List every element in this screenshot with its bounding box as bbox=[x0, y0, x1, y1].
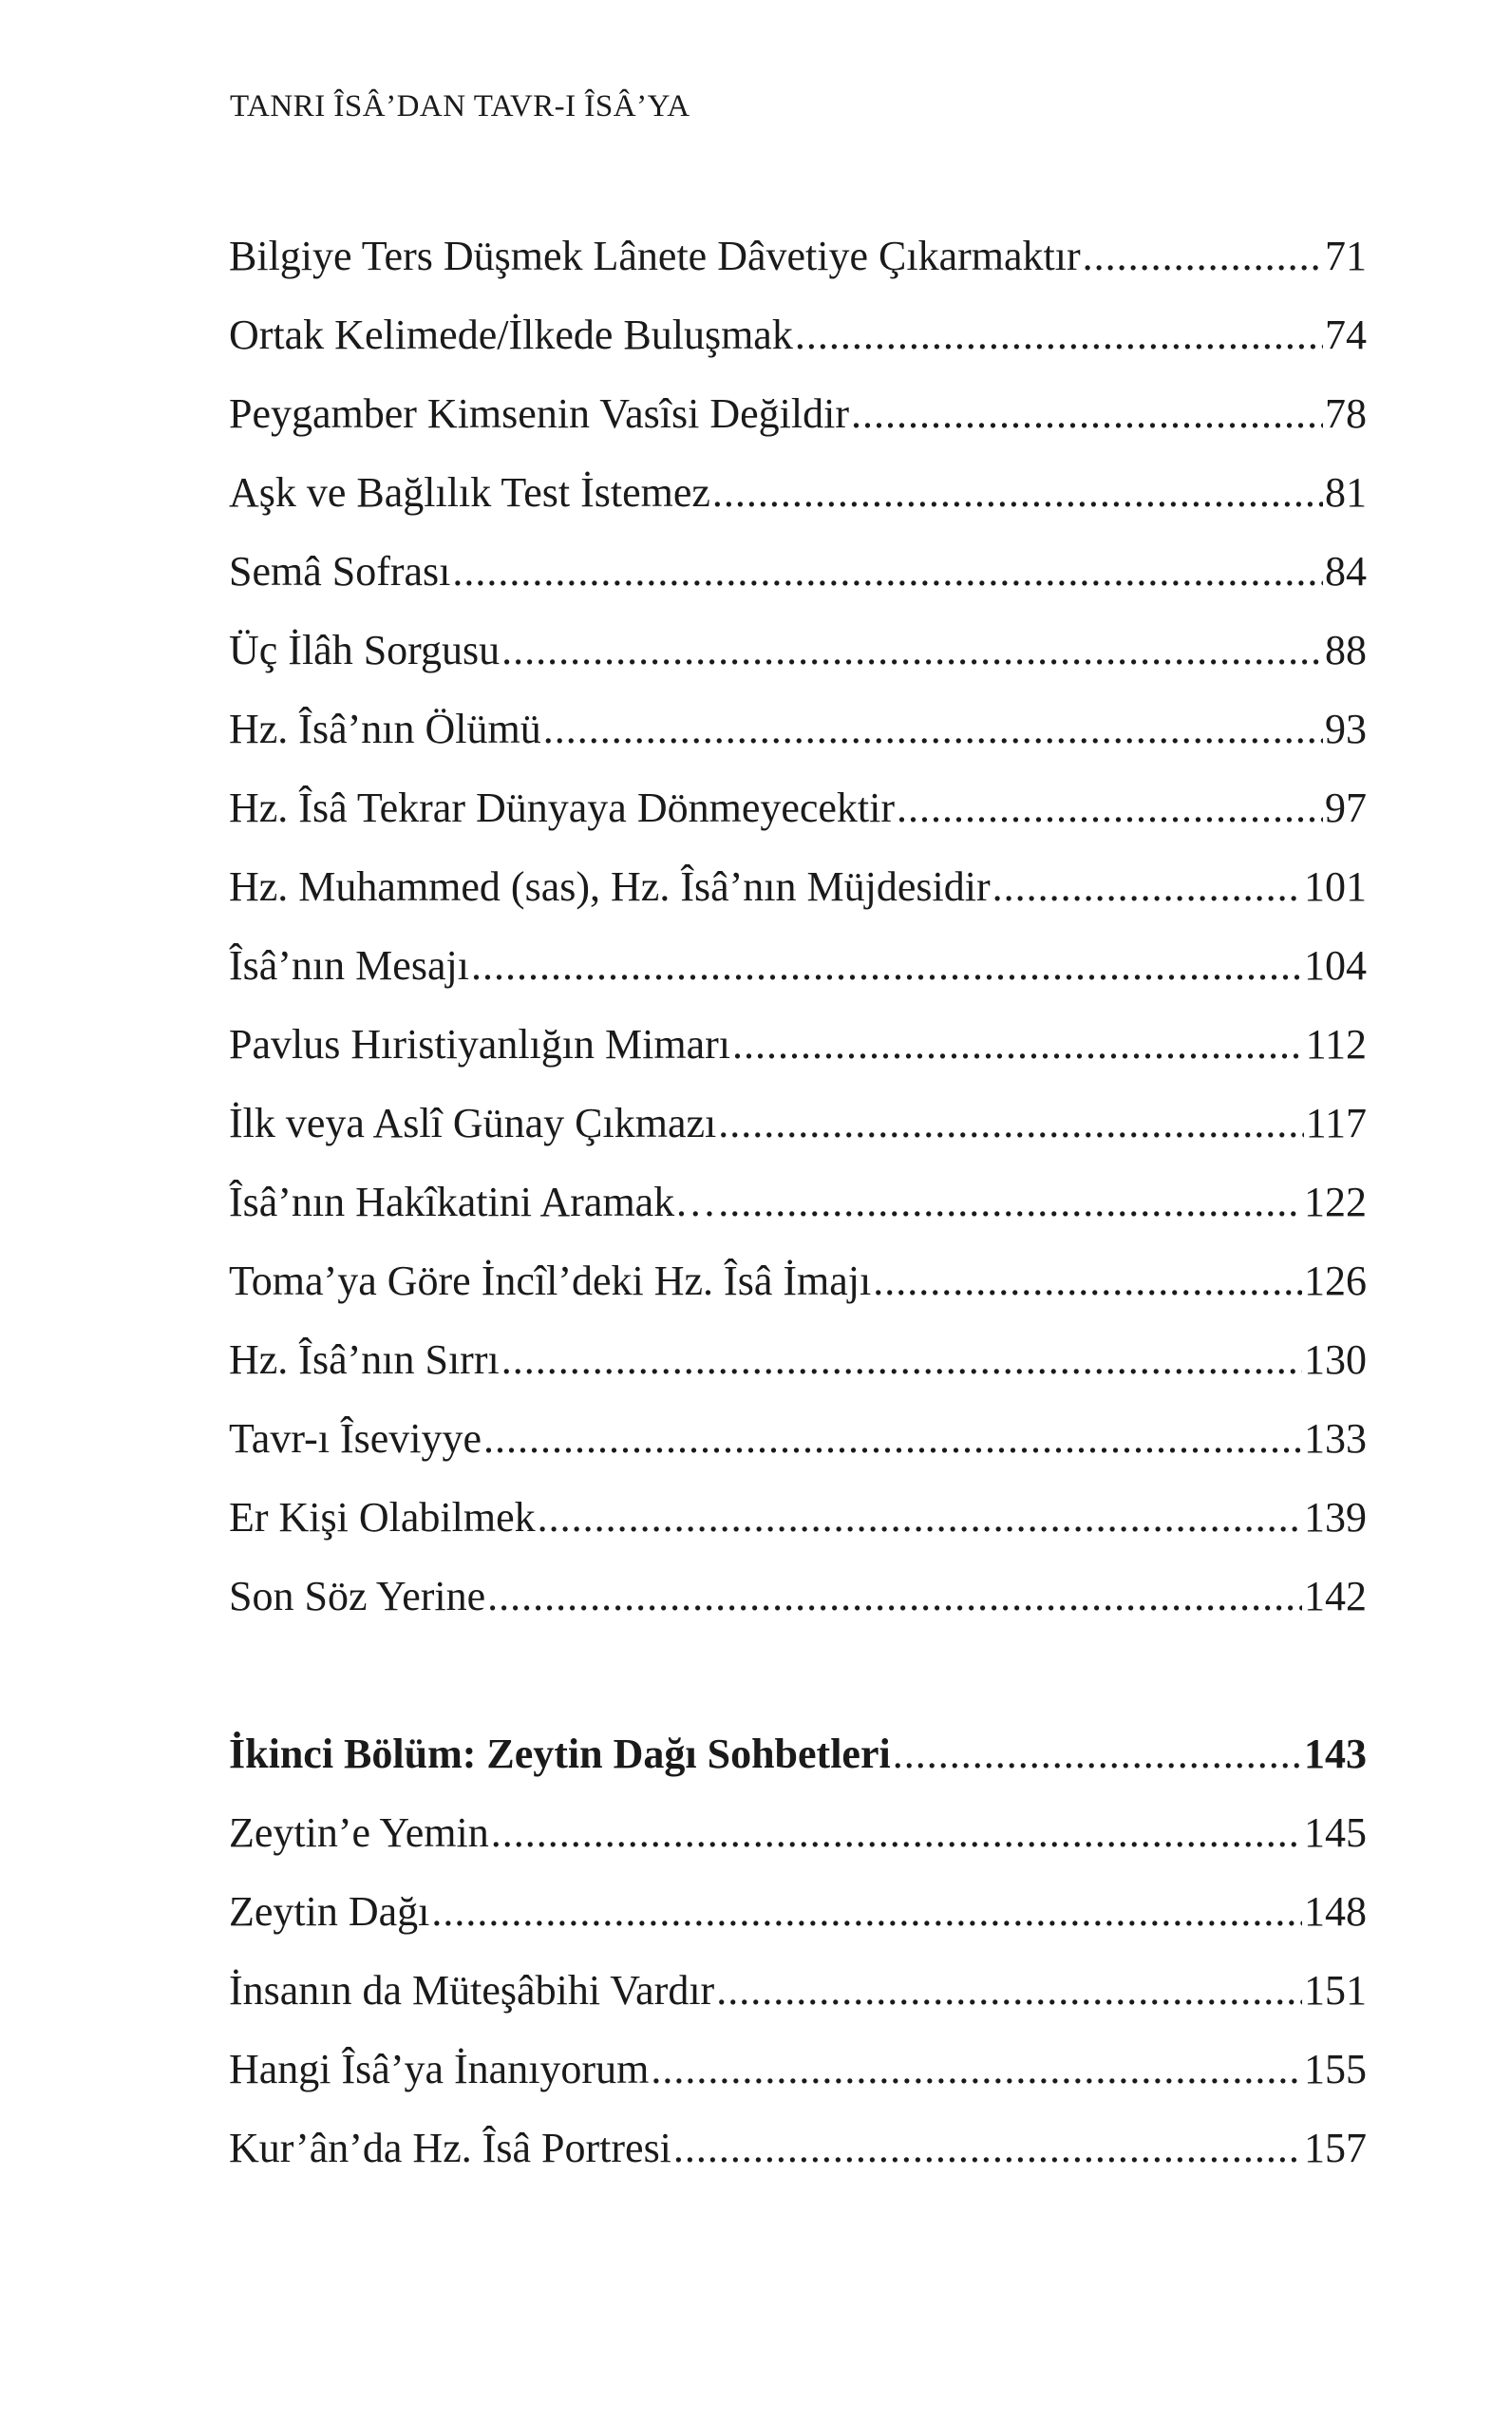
toc-section-heading[interactable] bbox=[229, 1714, 1367, 1793]
toc-entry-page: 133 bbox=[1304, 1415, 1367, 1462]
toc-entry[interactable] bbox=[229, 374, 1367, 453]
toc-entry-page: 93 bbox=[1325, 706, 1367, 752]
toc-entry-page: 104 bbox=[1304, 942, 1367, 989]
dot-leader bbox=[501, 611, 1323, 690]
dot-leader bbox=[795, 295, 1323, 374]
toc-entry-title: Pavlus Hıristiyanlığın Mimarı bbox=[229, 1021, 730, 1068]
toc-entry-page: 155 bbox=[1304, 2046, 1367, 2092]
toc-section-title: İkinci Bölüm: Zeytin Dağı Sohbetleri bbox=[229, 1731, 891, 1777]
dot-leader bbox=[712, 453, 1323, 532]
dot-leader bbox=[538, 1478, 1302, 1557]
toc-entry[interactable] bbox=[229, 1872, 1367, 1951]
table-of-contents bbox=[229, 217, 1367, 2187]
toc-entry-page: 97 bbox=[1325, 785, 1367, 831]
dot-leader bbox=[483, 1399, 1302, 1478]
toc-entry-page: 117 bbox=[1305, 1100, 1367, 1146]
toc-entry-title: İlk veya Aslî Günay Çıkmazı bbox=[229, 1100, 717, 1146]
toc-entry[interactable] bbox=[229, 690, 1367, 768]
toc-entry-page: 122 bbox=[1304, 1179, 1367, 1225]
dot-leader bbox=[673, 2109, 1302, 2187]
dot-leader bbox=[651, 2030, 1302, 2109]
toc-entry-page: 145 bbox=[1304, 1809, 1367, 1856]
toc-entry-page: 130 bbox=[1304, 1336, 1367, 1383]
toc-entry-title: Îsâ’nın Mesajı bbox=[229, 942, 469, 989]
toc-entry-title: Aşk ve Bağlılık Test İstemez bbox=[229, 469, 710, 516]
dot-leader bbox=[732, 1005, 1304, 1084]
toc-entry-title: Tavr-ı Îseviyye bbox=[229, 1415, 482, 1462]
toc-entry[interactable] bbox=[229, 1951, 1367, 2030]
toc-entry-title: Bilgiye Ters Düşmek Lânete Dâvetiye Çıkarmaktır bbox=[229, 233, 1081, 279]
toc-entry-page: 81 bbox=[1325, 469, 1367, 516]
toc-entry-page: 71 bbox=[1325, 233, 1367, 279]
toc-entry[interactable] bbox=[229, 1084, 1367, 1163]
dot-leader bbox=[718, 1163, 1302, 1241]
dot-leader bbox=[501, 1320, 1302, 1399]
toc-entry-title: Semâ Sofrası bbox=[229, 548, 451, 595]
toc-entry-title: Zeytin Dağı bbox=[229, 1888, 430, 1935]
toc-entry-title: Kur’ân’da Hz. Îsâ Portresi bbox=[229, 2125, 671, 2171]
toc-entry-page: 78 bbox=[1325, 390, 1367, 437]
toc-entry[interactable] bbox=[229, 611, 1367, 690]
toc-entry-title: Hz. Muhammed (sas), Hz. Îsâ’nın Müjdesidir bbox=[229, 863, 991, 910]
toc-entry-title: Toma’ya Göre İncîl’deki Hz. Îsâ İmajı bbox=[229, 1258, 872, 1304]
toc-entry[interactable] bbox=[229, 2030, 1367, 2109]
toc-entry[interactable] bbox=[229, 1005, 1367, 1084]
toc-entry[interactable] bbox=[229, 1557, 1367, 1636]
toc-entry[interactable] bbox=[229, 1399, 1367, 1478]
toc-entry-page: 142 bbox=[1304, 1573, 1367, 1619]
toc-entry-page: 84 bbox=[1325, 548, 1367, 595]
toc-entry-title: Hz. Îsâ’nın Ölümü bbox=[229, 706, 541, 752]
toc-entry-page: 157 bbox=[1304, 2125, 1367, 2171]
toc-entry[interactable] bbox=[229, 217, 1367, 295]
toc-section-page: 143 bbox=[1304, 1731, 1367, 1777]
section-spacer bbox=[229, 1636, 1367, 1714]
toc-entry-title: Hangi Îsâ’ya İnanıyorum bbox=[229, 2046, 650, 2092]
dot-leader bbox=[431, 1872, 1302, 1951]
dot-leader bbox=[471, 926, 1302, 1005]
toc-entry-page: 101 bbox=[1304, 863, 1367, 910]
dot-leader bbox=[718, 1084, 1303, 1163]
toc-entry-title: Er Kişi Olabilmek bbox=[229, 1494, 536, 1541]
toc-entry-title: İnsanın da Müteşâbihi Vardır bbox=[229, 1967, 715, 2014]
dot-leader bbox=[873, 1241, 1302, 1320]
toc-entry-title: Son Söz Yerine bbox=[229, 1573, 486, 1619]
dot-leader bbox=[716, 1951, 1302, 2030]
toc-entry[interactable] bbox=[229, 926, 1367, 1005]
toc-entry[interactable] bbox=[229, 453, 1367, 532]
toc-entry[interactable] bbox=[229, 1241, 1367, 1320]
toc-entry[interactable] bbox=[229, 1320, 1367, 1399]
dot-leader bbox=[487, 1557, 1302, 1636]
toc-entry-title: Hz. Îsâ Tekrar Dünyaya Dönmeyecektir bbox=[229, 785, 896, 831]
toc-entry[interactable] bbox=[229, 1793, 1367, 1872]
toc-entry-title: Ortak Kelimede/İlkede Buluşmak bbox=[229, 312, 793, 358]
toc-entry[interactable] bbox=[229, 1163, 1367, 1241]
toc-entry-page: 112 bbox=[1305, 1021, 1367, 1068]
toc-entry-page: 151 bbox=[1304, 1967, 1367, 2014]
toc-entry-title: Hz. Îsâ’nın Sırrı bbox=[229, 1336, 500, 1383]
dot-leader bbox=[491, 1793, 1302, 1872]
toc-entry-page: 148 bbox=[1304, 1888, 1367, 1935]
dot-leader bbox=[893, 1714, 1302, 1793]
dot-leader bbox=[452, 532, 1323, 611]
dot-leader bbox=[992, 847, 1302, 926]
dot-leader bbox=[897, 768, 1323, 847]
toc-entry-title: Zeytin’e Yemin bbox=[229, 1809, 489, 1856]
toc-entry[interactable] bbox=[229, 1478, 1367, 1557]
toc-entry[interactable] bbox=[229, 768, 1367, 847]
toc-entry-title: Peygamber Kimsenin Vasîsi Değildir bbox=[229, 390, 849, 437]
toc-entry[interactable] bbox=[229, 847, 1367, 926]
toc-entry-page: 74 bbox=[1325, 312, 1367, 358]
toc-entry[interactable] bbox=[229, 295, 1367, 374]
toc-entry-title: Üç İlâh Sorgusu bbox=[229, 627, 501, 673]
dot-leader bbox=[1083, 217, 1323, 295]
toc-entry-title: Îsâ’nın Hakîkatini Aramak… bbox=[229, 1179, 717, 1225]
toc-entry-page: 126 bbox=[1304, 1258, 1367, 1304]
running-head: TANRI ÎSÂ’DAN TAVR-I ÎSÂ’YA bbox=[230, 89, 690, 123]
toc-entry-page: 139 bbox=[1304, 1494, 1367, 1541]
dot-leader bbox=[851, 374, 1323, 453]
toc-entry[interactable] bbox=[229, 532, 1367, 611]
toc-entry-page: 88 bbox=[1325, 627, 1367, 673]
toc-entry[interactable] bbox=[229, 2109, 1367, 2187]
dot-leader bbox=[543, 690, 1323, 768]
